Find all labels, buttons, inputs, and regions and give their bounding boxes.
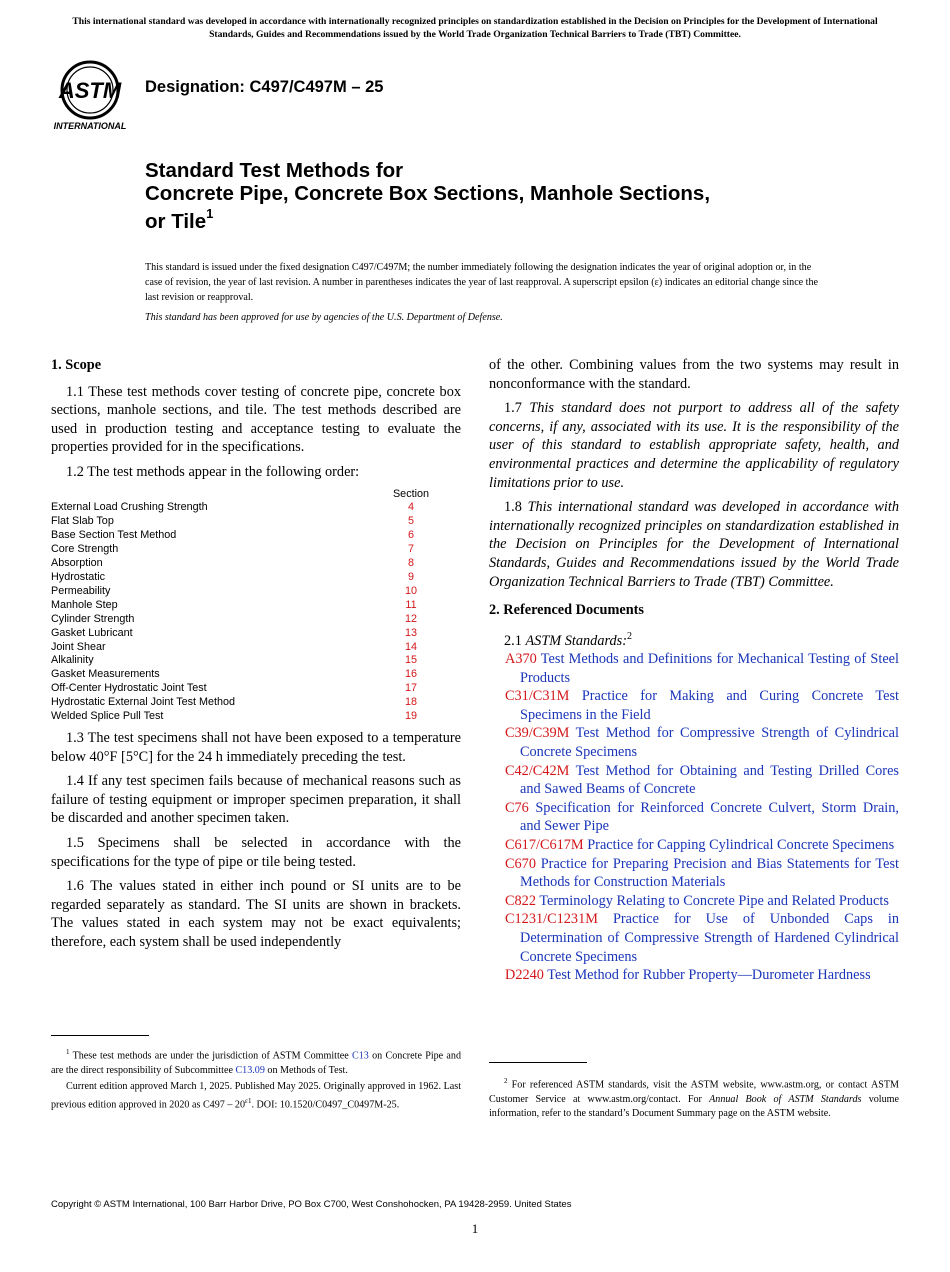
toc-section-number-link[interactable]: 6 <box>407 529 414 542</box>
toc-section-number-link[interactable]: 18 <box>404 696 417 709</box>
para-1-8-text: This international standard was developed in accordance with internationally recognized principles on standardization established in the Decision on Principles for the Development of International Standards, Guides and Recommendations issued by the World Trade Organization Technical Barriers to Trade (TBT) Committee. <box>489 499 900 590</box>
right-column <box>489 356 899 985</box>
toc-row <box>51 529 451 543</box>
title-footnote-ref[interactable]: 1 <box>206 206 214 221</box>
refdocs-heading: 2. Referenced Documents <box>489 602 644 619</box>
footnote-1-edition <box>51 1080 461 1113</box>
toc-section-name: Gasket Measurements <box>51 668 160 681</box>
title-line-3 <box>145 205 710 233</box>
dod-approval: This standard has been approved for use by agencies of the U.S. Department of Defense. <box>145 312 503 323</box>
reference-title-link[interactable]: Practice for Making and Curing Concrete Test Specimens in the Field <box>520 688 899 723</box>
footnote-1-marker: 1 <box>66 1048 70 1056</box>
footnote-1 <box>51 1045 461 1115</box>
reference-code-link[interactable]: C670 <box>505 855 536 872</box>
para-1-8 <box>489 498 899 591</box>
footnote-1-part3: on Methods of Test. <box>264 1064 348 1076</box>
issued-statement: This standard is issued under the fixed designation C497/C497M; the number immediately following the designation indicates the year of original adoption or, in the case of revision, the year of last revision. A number in parentheses indicates the year of last reapproval. A superscript epsilon (ε) indicates an editorial change since the last revision or reapproval. <box>145 262 819 303</box>
toc-section-name: Permeability <box>51 584 111 597</box>
title-line-2: Concrete Pipe, Concrete Box Sections, Manhole Sections, <box>145 181 711 205</box>
toc-section-number-link[interactable]: 15 <box>404 654 417 667</box>
para-1-6: 1.6 The values stated in either inch pound or SI units are to be regarded separately as standard. The SI units are shown in brackets. The values stated in each system may not be exact equivalents; therefore, each system shall be used independently <box>51 878 461 950</box>
left-column <box>51 356 461 958</box>
footnote-1-part2: on Concrete Pipe and are the direct responsibility of Subcommittee <box>51 1050 462 1076</box>
toc-section-number-link[interactable]: 14 <box>404 640 417 653</box>
para-1-1: 1.1 These test methods cover testing of concrete pipe, concrete box sections, manhole sections, and tile. The test methods described are used in production testing and acceptance testing to evaluate the properties provided for in the specifications. <box>51 383 461 456</box>
footnote-2-part2: volume information, refer to the standard’s Document Summary page on the ASTM website. <box>489 1093 899 1119</box>
footnote-2-part1: For referenced ASTM standards, visit the ASTM website, www.astm.org, or contact ASTM Customer Service at www.astm.org/contact. For <box>489 1079 899 1105</box>
toc-section-name: Core Strength <box>51 543 119 556</box>
document-title <box>145 160 710 233</box>
toc-section-number-link[interactable]: 8 <box>407 557 414 570</box>
footnote-2-text <box>489 1074 899 1121</box>
reference-title-link[interactable]: Test Method for Rubber Property—Durometer Hardness <box>547 967 871 984</box>
toc-header: Section <box>392 487 429 500</box>
para-1-4: 1.4 If any test specimen fails because of mechanical reasons such as failure of testing equipment or improper specimen preparation, it shall be discarded and another specimen taken. <box>51 773 461 827</box>
astm-logo-icon <box>52 58 136 132</box>
toc-row <box>51 627 451 641</box>
footnote-2-annual-book: Annual Book of ASTM Standards <box>709 1093 862 1105</box>
reference-item <box>489 799 899 836</box>
reference-title-link[interactable]: Practice for Capping Cylindrical Concrete Specimens <box>587 837 895 854</box>
reference-item <box>489 966 899 985</box>
toc-section-number-link[interactable]: 7 <box>407 543 414 556</box>
reference-item <box>489 855 899 892</box>
reference-title-link[interactable]: Practice for Preparing Precision and Bias Statements for Test Methods for Construction Materials <box>520 855 900 891</box>
toc-row <box>51 515 451 529</box>
toc-row <box>51 585 451 599</box>
toc-row <box>51 613 451 627</box>
toc-header-row <box>51 488 451 502</box>
committee-c13-link[interactable]: C13 <box>352 1050 369 1062</box>
reference-title-link[interactable]: Terminology Relating to Concrete Pipe and Related Products <box>539 892 889 909</box>
toc-row <box>51 682 451 696</box>
reference-code-link[interactable]: C822 <box>505 892 536 909</box>
toc-section-name: Hydrostatic External Joint Test Method <box>51 696 236 709</box>
toc-row <box>51 571 451 585</box>
refdocs-sub-label: ASTM Standards: <box>525 632 627 649</box>
toc-section-name: Gasket Lubricant <box>51 626 133 639</box>
toc-section-number-link[interactable]: 19 <box>404 710 417 723</box>
footnote-2 <box>489 1074 899 1123</box>
footnote-1-text <box>51 1045 461 1078</box>
copyright-line: Copyright © ASTM International, 100 Barr Harbor Drive, PO Box C700, West Conshohocken, PA 19428-2959. United States <box>51 1199 572 1210</box>
toc-section-number-link[interactable]: 11 <box>405 598 417 611</box>
logo-international-text: INTERNATIONAL <box>53 121 127 131</box>
para-1-7-num: 1.7 <box>504 400 522 417</box>
reference-item <box>489 687 899 724</box>
toc-row <box>51 668 451 682</box>
toc-section-number-link[interactable]: 17 <box>404 682 417 695</box>
toc-section-name: Cylinder Strength <box>51 612 135 625</box>
reference-item <box>489 836 899 855</box>
toc-row <box>51 599 451 613</box>
toc-row <box>51 696 451 710</box>
scope-heading: 1. Scope <box>51 357 102 373</box>
toc-row <box>51 641 451 655</box>
top-notice: This international standard was developed in accordance with internationally recognized principles on standardization established in the Decision on Principles for the Development of International Standards, Guides and Recommendations issued by the World Trade Organization Technical Barriers to Trade (TBT) Committee. <box>72 16 878 40</box>
designation-code: Designation: C497/C497M <box>145 78 347 96</box>
refdocs-sub-num: 2.1 <box>504 632 522 649</box>
designation-year: 25 <box>365 78 384 96</box>
toc-row <box>51 654 451 668</box>
title-line-1: Standard Test Methods for <box>145 159 404 182</box>
footnote-2-marker: 2 <box>504 1077 508 1085</box>
toc-section-name: Joint Shear <box>51 640 106 653</box>
toc-section-name: Manhole Step <box>51 598 118 611</box>
footnote-1-part1: These test methods are under the jurisdiction of ASTM Committee <box>69 1050 353 1062</box>
reference-item <box>489 724 899 761</box>
para-1-2: 1.2 The test methods appear in the following order: <box>66 463 360 480</box>
edition-epsilon: ε1 <box>245 1096 252 1105</box>
reference-code-link[interactable]: D2240 <box>505 967 544 984</box>
toc-row <box>51 710 451 724</box>
edition-text-a: Current edition approved March 1, 2025. Published May 2025. Originally approved in 1962. Last previous edition approved in 2020 as C497 – 20 <box>51 1080 461 1111</box>
toc-section-number-link[interactable]: 4 <box>407 501 414 514</box>
toc-section-name: Alkalinity <box>51 654 94 667</box>
designation-dash: – <box>346 78 366 96</box>
astm-logo <box>52 58 136 132</box>
reference-title-link[interactable]: Test Methods and Definitions for Mechanical Testing of Steel Products <box>520 651 899 686</box>
astm-standards-label <box>489 628 899 650</box>
reference-title-link[interactable]: Practice for Use of Unbonded Caps in Determination of Compressive Strength of Hardened Cylindrical Concrete Specimens <box>520 911 900 965</box>
toc-row <box>51 557 451 571</box>
para-1-7-text: This standard does not purport to address all of the safety concerns, if any, associated with its use. It is the responsibility of the user of this standard to establish appropriate safety, health, and environmental practices and determine the applicability of regulatory limitations prior to use. <box>489 400 899 491</box>
toc-section-name: Welded Splice Pull Test <box>51 710 164 723</box>
reference-title-link[interactable]: Test Method for Obtaining and Testing Drilled Cores and Sawed Beams of Concrete <box>520 762 899 798</box>
title-line-3-text: or Tile <box>145 209 207 233</box>
toc-row <box>51 543 451 557</box>
designation <box>145 78 383 97</box>
reference-code-link[interactable]: C1231/C1231M <box>505 911 598 928</box>
para-1-7 <box>489 399 899 492</box>
para-1-3: 1.3 The test specimens shall not have been exposed to a temperature below 40°F [5°C] for the 24 h immediately preceding the test. <box>51 729 461 765</box>
reference-item <box>489 762 899 799</box>
toc-section-name: Hydrostatic <box>51 571 106 583</box>
reference-code-link[interactable]: C39/C39M <box>505 725 570 742</box>
subcommittee-c13-09-link[interactable]: C13.09 <box>235 1064 265 1076</box>
reference-list <box>489 650 899 985</box>
reference-item <box>489 910 899 966</box>
toc-section-number-link[interactable]: 10 <box>404 584 417 597</box>
reference-title-link[interactable]: Test Method for Compressive Strength of Cylindrical Concrete Specimens <box>520 725 899 761</box>
para-1-8-num: 1.8 <box>504 499 522 516</box>
reference-code-link[interactable]: A370 <box>505 651 537 668</box>
para-1-6-continued: of the other. Combining values from the two systems may result in nonconformance with the standard. <box>489 357 899 392</box>
reference-code-link[interactable]: C31/C31M <box>505 688 570 705</box>
refdocs-footnote-ref[interactable]: 2 <box>627 630 632 642</box>
toc-section-name: Off-Center Hydrostatic Joint Test <box>51 682 207 695</box>
toc-row <box>51 501 451 515</box>
toc-section-number-link[interactable]: 16 <box>404 668 417 681</box>
reference-code-link[interactable]: C42/C42M <box>505 762 570 779</box>
reference-code-link[interactable]: C76 <box>505 799 529 816</box>
toc-section-name: Base Section Test Method <box>51 529 177 542</box>
toc-header-spacer <box>51 488 381 502</box>
footnote-rule-left <box>51 1035 149 1036</box>
toc-section-name: Absorption <box>51 557 103 570</box>
reference-item <box>489 650 899 687</box>
footnote-rule-right <box>489 1062 587 1063</box>
toc-section-number-link[interactable]: 12 <box>404 612 417 625</box>
edition-text-b: . DOI: 10.1520/C0497_C0497M-25. <box>251 1099 400 1111</box>
toc-section-number-link[interactable]: 9 <box>407 571 414 583</box>
reference-code-link[interactable]: C617/C617M <box>505 837 584 854</box>
para-1-5: 1.5 Specimens shall be selected in accordance with the specifications for the type of pipe or tile being tested. <box>51 834 461 870</box>
page-number: 1 <box>471 1221 479 1236</box>
toc-section-number-link[interactable]: 13 <box>404 626 417 639</box>
toc-section-number-link[interactable]: 5 <box>407 515 414 528</box>
toc-section-name: Flat Slab Top <box>51 515 114 528</box>
reference-item <box>489 892 899 911</box>
reference-title-link[interactable]: Specification for Reinforced Concrete Culvert, Storm Drain, and Sewer Pipe <box>520 799 900 835</box>
section-order-table <box>51 488 451 724</box>
logo-astm-text: ASTM <box>58 78 122 103</box>
toc-section-name: External Load Crushing Strength <box>51 501 208 514</box>
